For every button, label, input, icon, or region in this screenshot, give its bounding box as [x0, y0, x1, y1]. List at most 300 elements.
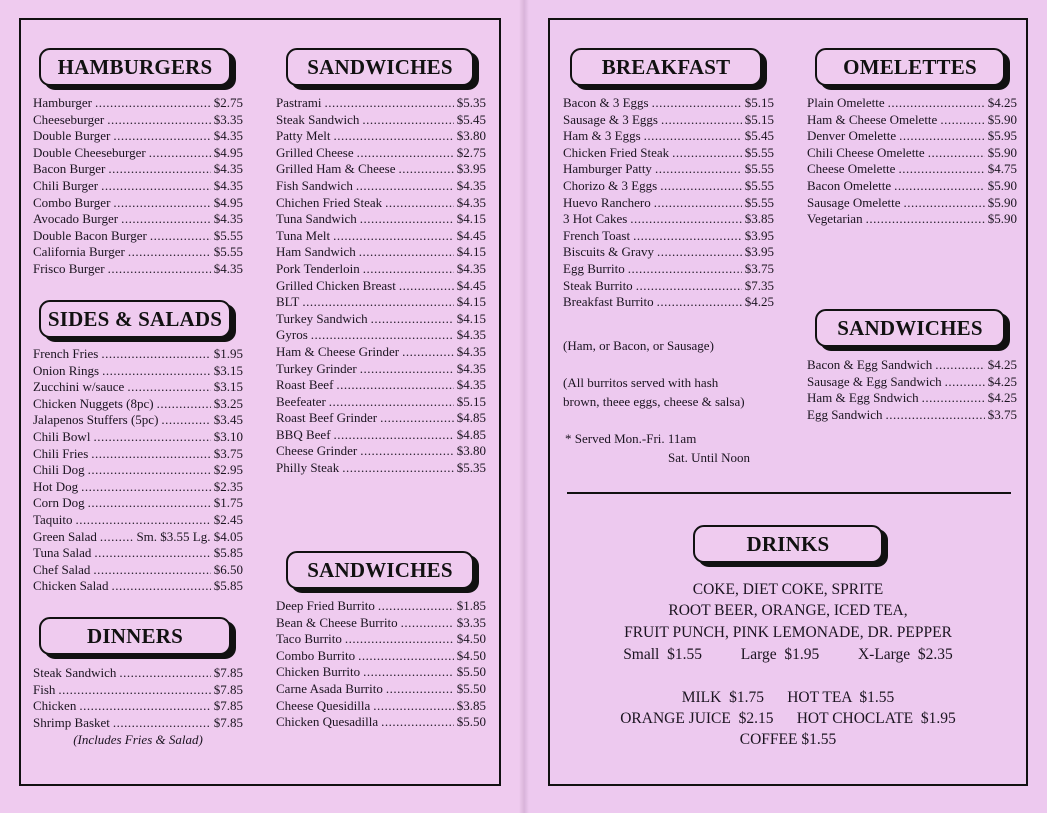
menu-item-name: Roast Beef: [276, 377, 334, 393]
menu-item-name: Cheeseburger: [33, 111, 105, 127]
menu-item-price: $4.45: [456, 227, 486, 243]
menu-item-name: Shrimp Basket: [33, 714, 110, 730]
menu-item-name: Avocado Burger: [33, 211, 119, 227]
menu-item: [807, 112, 1017, 129]
menu-item-price: $4.50: [456, 647, 486, 663]
dot-leader: [121, 211, 211, 227]
dot-leader: [633, 228, 742, 244]
dot-leader: [81, 479, 211, 495]
menu-item: [276, 311, 486, 328]
menu-item-price: $4.25: [987, 373, 1017, 389]
dot-leader: [95, 95, 211, 111]
dot-leader: [107, 112, 211, 128]
menu-item: [33, 429, 243, 446]
menu-item: [276, 631, 486, 648]
menu-item: [33, 665, 243, 682]
dot-leader: [402, 344, 454, 360]
dot-leader: [358, 648, 454, 664]
omelettes-heading: OMELETTES: [815, 48, 1005, 86]
dot-leader: [888, 95, 985, 111]
menu-item-price: $1.85: [456, 598, 486, 613]
menu-item-name: Cheese Omelette: [807, 161, 896, 177]
menu-item-price: $4.35: [456, 327, 486, 343]
menu-item: [33, 512, 243, 529]
menu-item: [276, 460, 486, 477]
menu-item: [807, 178, 1017, 195]
menu-item: [276, 344, 486, 361]
menu-item-price: $4.35: [456, 377, 486, 393]
menu-item: [33, 379, 243, 396]
dot-leader: [113, 195, 210, 211]
dot-leader: [108, 161, 210, 177]
menu-item-price: $3.10: [213, 428, 243, 444]
dot-leader: [657, 244, 742, 260]
menu-item: [563, 228, 774, 245]
menu-item: [33, 145, 243, 162]
dot-leader: [334, 128, 454, 144]
dot-leader: [385, 195, 454, 211]
dot-leader: [652, 95, 742, 111]
dot-leader: [333, 228, 454, 244]
menu-item-price: $4.25: [744, 294, 774, 310]
menu-item-price: $4.25: [987, 390, 1017, 406]
menu-item-price: $3.85: [744, 211, 774, 227]
menu-item-price: $3.45: [213, 412, 243, 428]
menu-item-name: Chicken Fried Steak: [563, 144, 670, 160]
drinks-heading: DRINKS: [693, 525, 883, 563]
dot-leader: [904, 195, 985, 211]
menu-item-name: Pastrami: [276, 95, 322, 110]
menu-item-name: Chicken Nuggets (8pc): [33, 395, 154, 411]
dot-leader: [362, 112, 453, 128]
menu-item-name: Biscuits & Gravy: [563, 244, 654, 260]
dot-leader: [102, 363, 211, 379]
menu-item-price: $2.75: [213, 95, 243, 110]
menu-item: [276, 443, 486, 460]
menu-item-name: Grilled Ham & Cheese: [276, 161, 396, 177]
dinners-list: [33, 665, 243, 731]
section-divider: [567, 492, 1011, 494]
dot-leader: [399, 161, 454, 177]
menu-item-price: $4.15: [456, 294, 486, 310]
menu-item-name: Denver Omelette: [807, 128, 897, 144]
sandwiches-heading: SANDWICHES: [286, 48, 474, 86]
dot-leader: [93, 429, 210, 445]
dot-leader: [100, 529, 134, 545]
menu-item-name: BLT: [276, 294, 300, 310]
menu-item-name: Beefeater: [276, 393, 326, 409]
menu-item: [33, 715, 243, 732]
omelettes-list: [807, 95, 1017, 228]
menu-item-price: $5.50: [456, 664, 486, 680]
menu-item-name: Chicken: [33, 698, 77, 714]
dot-leader: [363, 664, 454, 680]
menu-item-name: Ham Sandwich: [276, 244, 356, 260]
menu-item: [276, 714, 486, 731]
dot-leader: [373, 698, 454, 714]
menu-item: [563, 178, 774, 195]
menu-item-price: $3.75: [213, 445, 243, 461]
hamburgers-list: [33, 95, 243, 278]
dot-leader: [381, 714, 454, 730]
menu-item-price: $4.35: [213, 128, 243, 144]
menu-item: [276, 648, 486, 665]
menu-item-price: $2.35: [213, 478, 243, 494]
menu-item-price: $5.55: [744, 177, 774, 193]
menu-item: [276, 294, 486, 311]
menu-item-price: $4.95: [213, 194, 243, 210]
menu-item: [33, 112, 243, 129]
menu-item-name: Gyros: [276, 327, 308, 343]
menu-item-price: $5.55: [744, 161, 774, 177]
menu-item: [33, 211, 243, 228]
menu-item-price: $3.75: [987, 406, 1017, 422]
menu-item: [563, 278, 774, 295]
dot-leader: [336, 377, 453, 393]
menu-item-price: $4.35: [456, 343, 486, 359]
burritos-heading: SANDWICHES: [286, 551, 474, 589]
menu-item-price: $5.85: [213, 578, 243, 594]
menu-item-name: Ham & Egg Sndwich: [807, 390, 919, 406]
menu-item-name: Sausage & Egg Sandwich: [807, 373, 942, 389]
menu-item: [563, 128, 774, 145]
menu-item-name: French Fries: [33, 346, 99, 361]
menu-item-name: Grilled Cheese: [276, 144, 354, 160]
dot-leader: [885, 407, 984, 423]
menu-item-price: $5.90: [987, 144, 1017, 160]
menu-item: [563, 294, 774, 311]
menu-item-price: $2.45: [213, 511, 243, 527]
menu-item: [807, 145, 1017, 162]
dot-leader: [378, 598, 454, 614]
menu-item-price: $4.45: [456, 277, 486, 293]
menu-item-price: $7.85: [213, 665, 243, 680]
menu-item-price: $4.85: [456, 426, 486, 442]
menu-item-name: Ham & Cheese Omelette: [807, 111, 938, 127]
menu-item: [807, 161, 1017, 178]
menu-item-name: Double Cheeseburger: [33, 144, 146, 160]
dot-leader: [628, 261, 742, 277]
dot-leader: [58, 682, 210, 698]
menu-item: [807, 211, 1017, 228]
menu-item: [33, 682, 243, 699]
menu-item: [33, 346, 243, 363]
menu-item-price: $5.50: [456, 680, 486, 696]
menu-item-name: Hamburger: [33, 95, 92, 110]
menu-item-name: Cheese Grinder: [276, 443, 358, 459]
dot-leader: [922, 390, 985, 406]
dot-leader: [360, 361, 454, 377]
breakfast-sandwiches-list: [807, 357, 1017, 423]
menu-item-name: Bean & Cheese Burrito: [276, 614, 398, 630]
drinks-line: ORANGE JUICE $2.15 HOT CHOCLATE $1.95: [620, 710, 956, 727]
dot-leader: [945, 374, 985, 390]
menu-item: [276, 211, 486, 228]
menu-item-name: Patty Melt: [276, 128, 331, 144]
menu-item-name: Hamburger Patty: [563, 161, 652, 177]
dot-leader: [111, 578, 210, 594]
dot-leader: [91, 446, 210, 462]
menu-item-price: Sm. $3.55 Lg. $4.05: [136, 528, 243, 544]
drinks-line: MILK $1.75 HOT TEA $1.55: [681, 689, 895, 706]
menu-item-name: Steak Burrito: [563, 277, 633, 293]
menu-item: [276, 664, 486, 681]
dot-leader: [150, 228, 211, 244]
menu-item-price: $5.90: [987, 194, 1017, 210]
menu-item-price: $4.95: [213, 144, 243, 160]
dot-leader: [101, 178, 211, 194]
menu-item-name: Onion Rings: [33, 362, 100, 378]
breakfast-heading: BREAKFAST: [570, 48, 762, 86]
menu-item-name: Taquito: [33, 511, 73, 527]
menu-item-name: Tuna Sandwich: [276, 211, 357, 227]
menu-item-price: $5.55: [213, 244, 243, 260]
dot-leader: [655, 161, 742, 177]
menu-item-price: $5.90: [987, 111, 1017, 127]
menu-item: [563, 261, 774, 278]
menu-item-name: Plain Omelette: [807, 95, 885, 110]
menu-item: [276, 615, 486, 632]
menu-item-price: $4.35: [456, 260, 486, 276]
menu-item-price: $4.35: [213, 260, 243, 276]
menu-item-price: $1.75: [213, 495, 243, 511]
menu-item-name: Vegetarian: [807, 211, 863, 227]
dot-leader: [401, 615, 454, 631]
menu-item-price: $5.55: [213, 227, 243, 243]
dot-leader: [342, 460, 454, 476]
dot-leader: [128, 244, 211, 260]
menu-item-price: $5.55: [744, 144, 774, 160]
dot-leader: [657, 294, 742, 310]
dot-leader: [329, 394, 454, 410]
breakfast-list: [563, 95, 774, 311]
menu-item: [276, 161, 486, 178]
menu-item-price: $5.15: [744, 111, 774, 127]
menu-item-name: Steak Sandwich: [276, 111, 360, 127]
menu-item-price: $5.15: [456, 393, 486, 409]
dot-leader: [149, 145, 211, 161]
dot-leader: [360, 211, 454, 227]
menu-item-price: $5.55: [744, 194, 774, 210]
dot-leader: [113, 715, 211, 731]
drinks-line: COKE, DIET COKE, SPRITE: [692, 581, 884, 598]
menu-item-name: Sausage Omelette: [807, 194, 901, 210]
menu-item-price: $3.85: [456, 697, 486, 713]
menu-item-price: $2.95: [213, 462, 243, 478]
menu-item-name: Fish: [33, 681, 56, 697]
menu-item-name: Bacon & 3 Eggs: [563, 95, 649, 110]
menu-item: [33, 562, 243, 579]
menu-item: [33, 178, 243, 195]
menu-item: [276, 394, 486, 411]
menu-item-name: Combo Burrito: [276, 647, 356, 663]
menu-item-price: $3.35: [456, 614, 486, 630]
menu-item: [563, 112, 774, 129]
menu-item-price: $4.75: [987, 161, 1017, 177]
menu-item: [276, 128, 486, 145]
menu-item-price: $4.35: [213, 211, 243, 227]
menu-item-price: $4.15: [456, 211, 486, 227]
menu-item-price: $3.75: [744, 260, 774, 276]
dot-leader: [644, 128, 742, 144]
menu-item: [807, 195, 1017, 212]
menu-item-name: Chicken Salad: [33, 578, 109, 594]
sandwiches-list: [276, 95, 486, 477]
menu-item: [33, 446, 243, 463]
menu-item-price: $7.85: [213, 698, 243, 714]
menu-item-name: French Toast: [563, 227, 631, 243]
menu-item: [563, 195, 774, 212]
menu-item: [276, 112, 486, 129]
dot-leader: [935, 357, 984, 373]
menu-item-price: $5.50: [456, 714, 486, 730]
menu-item: [33, 529, 243, 546]
menu-item: [276, 377, 486, 394]
dot-leader: [661, 112, 742, 128]
menu-item-price: $5.85: [213, 545, 243, 561]
menu-item: [276, 145, 486, 162]
menu-item: [563, 211, 774, 228]
dot-leader: [360, 443, 454, 459]
menu-item-price: $4.85: [456, 410, 486, 426]
menu-item-name: Corn Dog: [33, 495, 85, 511]
dot-leader: [79, 698, 210, 714]
menu-item: [276, 228, 486, 245]
menu-item-name: Tuna Melt: [276, 227, 331, 243]
menu-item-name: Double Bacon Burger: [33, 227, 147, 243]
menu-item: [276, 410, 486, 427]
menu-item: [33, 363, 243, 380]
menu-item: [276, 178, 486, 195]
menu-item-name: California Burger: [33, 244, 125, 260]
dot-leader: [93, 562, 210, 578]
dot-leader: [88, 495, 211, 511]
menu-item: [563, 161, 774, 178]
breakfast-burrito-options: (Ham, or Bacon, or Sausage): [563, 338, 714, 353]
menu-item: [563, 244, 774, 261]
menu-item: [807, 407, 1017, 424]
dot-leader: [119, 665, 210, 681]
dot-leader: [654, 195, 742, 211]
dot-leader: [371, 311, 454, 327]
drink-sizes: Small $1.55 Large $1.95 X-Large $2.35: [623, 646, 953, 663]
dot-leader: [334, 427, 454, 443]
menu-item-name: Ham & Cheese Grinder: [276, 343, 400, 359]
dot-leader: [380, 410, 454, 426]
menu-item: [276, 598, 486, 615]
menu-item: [33, 462, 243, 479]
menu-item-price: $3.35: [213, 111, 243, 127]
menu-item: [33, 495, 243, 512]
menu-item-name: Fish Sandwich: [276, 177, 353, 193]
menu-item-price: $4.15: [456, 310, 486, 326]
menu-item: [276, 278, 486, 295]
burrito-note-line1: (All burritos served with hash: [563, 375, 719, 390]
menu-item: [807, 128, 1017, 145]
dot-leader: [940, 112, 984, 128]
dot-leader: [302, 294, 453, 310]
menu-item-name: Chef Salad: [33, 561, 91, 577]
page-fold: [519, 0, 529, 813]
menu-item-price: $5.35: [456, 95, 486, 110]
menu-item-price: $7.35: [744, 277, 774, 293]
menu-item-name: Chili Dog: [33, 462, 85, 478]
dot-leader: [161, 412, 210, 428]
dot-leader: [157, 396, 211, 412]
menu-item-price: $3.15: [213, 379, 243, 395]
dot-leader: [357, 145, 454, 161]
menu-item-price: $7.85: [213, 714, 243, 730]
menu-item-name: Huevo Ranchero: [563, 194, 651, 210]
menu-item: [33, 95, 243, 112]
menu-item-name: Deep Fried Burrito: [276, 598, 375, 613]
dinners-note: (Includes Fries & Salad): [73, 732, 203, 747]
menu-item-price: $3.25: [213, 395, 243, 411]
menu-item: [33, 195, 243, 212]
menu-item-name: Hot Dog: [33, 478, 79, 494]
dot-leader: [94, 545, 210, 561]
dot-leader: [899, 128, 985, 144]
dot-leader: [636, 278, 742, 294]
menu-item: [563, 145, 774, 162]
menu-item-name: Green Salad: [33, 528, 97, 544]
menu-item-name: Steak Sandwich: [33, 665, 117, 680]
menu-item-name: Bacon Burger: [33, 161, 106, 177]
menu-item: [33, 698, 243, 715]
menu-item-price: $2.75: [456, 144, 486, 160]
menu-item-name: Chicken Burrito: [276, 664, 361, 680]
menu-item-price: $3.80: [456, 128, 486, 144]
menu-item-name: BBQ Beef: [276, 426, 331, 442]
menu-item-name: Chili Cheese Omelette: [807, 144, 925, 160]
dot-leader: [101, 346, 210, 362]
menu-item: [276, 361, 486, 378]
dot-leader: [88, 462, 211, 478]
menu-item-name: Sausage & 3 Eggs: [563, 111, 658, 127]
menu-item-name: Chili Bowl: [33, 428, 91, 444]
menu-item: [276, 195, 486, 212]
dot-leader: [399, 278, 454, 294]
drinks-line: COFFEE $1.55: [739, 731, 837, 748]
menu-item-price: $3.95: [456, 161, 486, 177]
menu-item-name: Zucchini w/sauce: [33, 379, 125, 395]
menu-item: [276, 427, 486, 444]
menu-item-name: Egg Burrito: [563, 260, 625, 276]
dot-leader: [325, 95, 454, 111]
dot-leader: [928, 145, 985, 161]
menu-item-name: Pork Tenderloin: [276, 260, 360, 276]
dot-leader: [363, 261, 454, 277]
sides-salads-heading: SIDES & SALADS: [39, 300, 231, 338]
menu-item-name: Grilled Chicken Breast: [276, 277, 396, 293]
dinners-heading: DINNERS: [39, 617, 231, 655]
dot-leader: [127, 379, 210, 395]
menu-item-price: $6.50: [213, 561, 243, 577]
menu-item-name: Chichen Fried Steak: [276, 194, 383, 210]
menu-item: [276, 698, 486, 715]
burrito-note-line2: brown, theee eggs, cheese & salsa): [563, 394, 745, 409]
menu-item-price: $4.25: [987, 95, 1017, 110]
menu-item-name: Ham & 3 Eggs: [563, 128, 641, 144]
dot-leader: [311, 327, 454, 343]
menu-item-name: Egg Sandwich: [807, 406, 883, 422]
menu-item: [807, 357, 1017, 374]
menu-item-name: Turkey Sandwich: [276, 310, 368, 326]
dot-leader: [630, 211, 741, 227]
menu-item-price: $3.15: [213, 362, 243, 378]
menu-item-name: Combo Burger: [33, 194, 111, 210]
menu-item-price: $3.80: [456, 443, 486, 459]
